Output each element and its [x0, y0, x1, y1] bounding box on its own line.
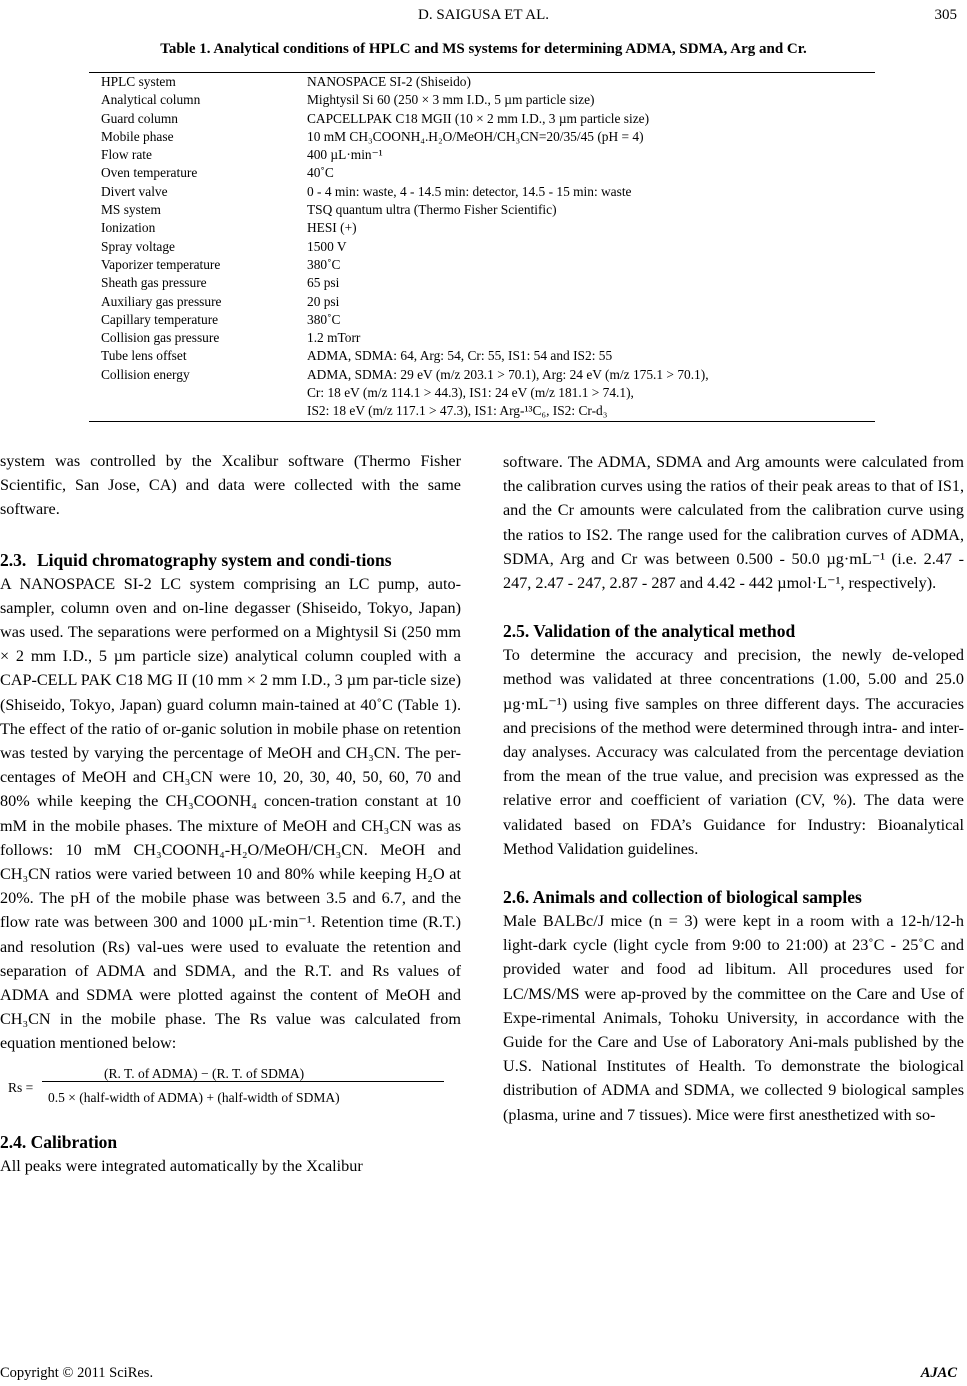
table-row — [89, 256, 875, 274]
row-label: Mobile phase — [101, 128, 174, 144]
running-header — [0, 7, 967, 29]
row-label: Oven temperature — [101, 165, 198, 181]
row-value: 0 - 4 min: waste, 4 - 14.5 min: detector, 14.5 - 15 min: waste — [307, 183, 632, 199]
equation-numerator: (R. T. of ADMA) − (R. T. of SDMA) — [104, 1065, 305, 1081]
table-row — [89, 402, 875, 420]
rs-equation — [0, 1062, 461, 1106]
table-row — [89, 311, 875, 329]
row-label: Tube lens offset — [101, 348, 187, 364]
row-value: TSQ quantum ultra (Thermo Fisher Scientific) — [307, 202, 557, 218]
row-label: Auxiliary gas pressure — [101, 293, 222, 309]
row-value: ADMA, SDMA: 64, Arg: 54, Cr: 55, IS1: 54 and IS2: 55 — [307, 348, 613, 364]
row-value: 65 psi — [307, 275, 340, 291]
section-number: 2.3. — [0, 549, 27, 570]
table-row — [89, 110, 875, 128]
paragraph: system was controlled by the Xcalibur software (Thermo Fisher Scientific, San Jose, CA) and data were collected with the same software. — [0, 452, 461, 519]
row-value: 10 mM CH₃COONH₄.H₂O/MeOH/CH₃CN=20/35/45 (pH = 4) — [307, 128, 644, 144]
row-value: ADMA, SDMA: 29 eV (m/z 203.1 > 70.1), Arg: 24 eV (m/z 175.1 > 70.1), — [307, 366, 709, 382]
paragraph: Male BALBc/J mice (n = 3) were kept in a room with a 12-h/12-h light-dark cycle (light cycle from 9:00 to 21:00) at 23˚C - 25˚C and provided water and food ad libitum. All procedures used for LC/MS/MS were ap-proved by the committee on the Care and Use of Expe-rimental Animals, Tohoku University, in accordance with the Guide for the Care and Use of Laboratory Ani-mals published by the U.S. National Institutes of Health. To demonstrate the biological distribution of ADMA and SDMA, we collected 9 biological samples (plasma, urine and 7 tissues). Mice were first anesthetized with so- — [503, 912, 964, 1124]
table-body — [89, 73, 875, 421]
row-value: 380˚C — [307, 311, 341, 327]
table-row — [89, 347, 875, 365]
row-label — [89, 402, 307, 420]
section-title: Liquid chromatography system and condi-tions — [37, 549, 392, 570]
row-label: Divert valve — [101, 183, 168, 199]
row-label: Vaporizer temperature — [101, 256, 221, 272]
row-label — [89, 384, 307, 402]
row-label: Spray voltage — [101, 238, 176, 254]
table-caption: Table 1. Analytical conditions of HPLC and MS systems for determining ADMA, SDMA, Arg and Cr. — [160, 41, 807, 57]
running-head: D. SAIGUSA ET AL. — [418, 7, 549, 23]
section-heading-2-4: 2.4. Calibration — [0, 1131, 118, 1152]
row-label: Collision gas pressure — [101, 330, 220, 346]
row-value: 1500 V — [307, 238, 347, 254]
left-column — [0, 449, 461, 1178]
section-heading-2-3 — [0, 548, 461, 572]
copyright-footer: Copyright © 2011 SciRes. — [0, 1365, 154, 1381]
table-row — [89, 73, 875, 91]
page-number: 305 — [934, 7, 957, 23]
conditions-table — [89, 72, 875, 422]
table-row — [89, 329, 875, 347]
row-label: Sheath gas pressure — [101, 275, 207, 291]
row-label: Capillary temperature — [101, 311, 219, 327]
row-value: CAPCELLPAK C18 MGII (10 × 2 mm I.D., 3 µm particle size) — [307, 110, 650, 126]
fraction-bar — [42, 1081, 444, 1082]
journal-footer: AJAC — [920, 1365, 957, 1381]
row-value: NANOSPACE SI-2 (Shiseido) — [307, 74, 471, 89]
table-row — [89, 274, 875, 292]
row-value: Mightysil Si 60 (250 × 3 mm I.D., 5 µm particle size) — [307, 92, 595, 108]
paragraph: software. The ADMA, SDMA and Arg amounts were calculated from the calibration curves using the ratios of their peak areas to that of IS1, and the Cr amounts were calculated from the calibration curve using the ratios to IS2. The range used for the calibration curves of ADMA, SDMA, Arg and Cr was between 0.500 - 50.0 µg·mL⁻¹ (i.e. 2.47 - 247, 2.47 - 247, 2.87 - 287 and 4.42 - 442 µmol·L⁻¹, respectively). — [503, 453, 964, 593]
row-value: 400 µL·min⁻¹ — [307, 147, 383, 163]
paragraph: All peaks were integrated automatically by the Xcalibur — [0, 1156, 363, 1175]
paragraph: A NANOSPACE SI-2 LC system comprising an LC pump, auto-sampler, column oven and on-line degasser (Shiseido, Tokyo, Japan) was used. The separations were performed on a Mightysil Si (250 mm × 2 mm I.D., 5 µm particle size) analytical column coupled with a CAP-CELL PAK C18 MG II (10 mm × 2 mm I.D., 3 µm par-ticle size) (Shiseido, Tokyo, Japan) guard column main-tained at 40˚C (Table 1). The effect of the ratio of or-ganic solution in mobile phase on retention was tested by varying the percentage of MeOH and CH₃CN. The per-centages of MeOH and CH₃CN were 10, 20, 30, 40, 50, 60, 70 and 80% while keeping the CH₃COONH₄ concen-tration constant at 10 mM in the mobile phases. The mixture of MeOH and CH₃CN was as follows: 10 mM CH₃COONH₄-H₂O/MeOH/CH₃CN. MeOH and CH₃CN ratios were varied between 10 and 80% while keeping H₂O at 20%. The pH of the mobile phase was between 3.5 and 6.7, and the flow rate was between 300 and 1000 µL·min⁻¹. Retention time (R.T.) and resolution (Rs) val-ues were used to evaluate the retention and separation of ADMA and SDMA, and the R.T. and Rs values of ADMA and SDMA were plotted against the content of MeOH and CH₃CN in the mobile phase. The Rs value was calculated from equation mentioned below: — [0, 574, 461, 1053]
row-label: MS system — [101, 202, 161, 218]
table-row — [89, 238, 875, 256]
row-value: 380˚C — [307, 256, 341, 272]
paragraph: To determine the accuracy and precision, the newly de-veloped method was validated at three concentrations (1.00, 5.00 and 25.0 µg·mL⁻¹) using five samples on three different days. The accuracies and precisions of the method were determined through intra- and inter-day analyses. Accuracy was calculated from the percentage deviation from the mean of the true value, and precision was expressed as the relative error and coefficient of variation (CV, %). The data were validated based on FDA’s Guidance for Industry: Bioanalytical Method Validation guidelines. — [503, 646, 964, 858]
right-column — [503, 450, 964, 1127]
table-row — [89, 91, 875, 109]
section-heading-2-5: 2.5. Validation of the analytical method — [503, 621, 796, 642]
row-label: Collision energy — [101, 366, 190, 382]
row-label: Flow rate — [101, 147, 152, 163]
table-row — [89, 219, 875, 237]
table-row — [89, 201, 875, 219]
table-row — [89, 128, 875, 146]
table-row — [89, 293, 875, 311]
equation-lhs: Rs = — [8, 1079, 34, 1095]
table-row — [89, 164, 875, 182]
equation-denominator: 0.5 × (half-width of ADMA) + (half-width of SDMA) — [48, 1089, 340, 1105]
table-row — [89, 366, 875, 384]
row-label: HPLC system — [101, 74, 176, 89]
row-value: Cr: 18 eV (m/z 114.1 > 44.3), IS1: 24 eV (m/z 181.1 > 74.1), — [307, 385, 634, 401]
table-row — [89, 183, 875, 201]
row-value: HESI (+) — [307, 220, 357, 236]
row-label: Guard column — [101, 110, 178, 126]
section-heading-2-6: 2.6. Animals and collection of biological samples — [503, 887, 862, 908]
row-value: 1.2 mTorr — [307, 330, 361, 346]
table-row — [89, 384, 875, 402]
row-value: 20 psi — [307, 293, 340, 309]
row-label: Analytical column — [101, 92, 201, 108]
row-label: Ionization — [101, 220, 156, 236]
row-value: IS2: 18 eV (m/z 117.1 > 47.3), IS1: Arg-¹³C₆, IS2: Cr-d₃ — [307, 403, 608, 419]
row-value: 40˚C — [307, 165, 334, 181]
table-row — [89, 146, 875, 164]
